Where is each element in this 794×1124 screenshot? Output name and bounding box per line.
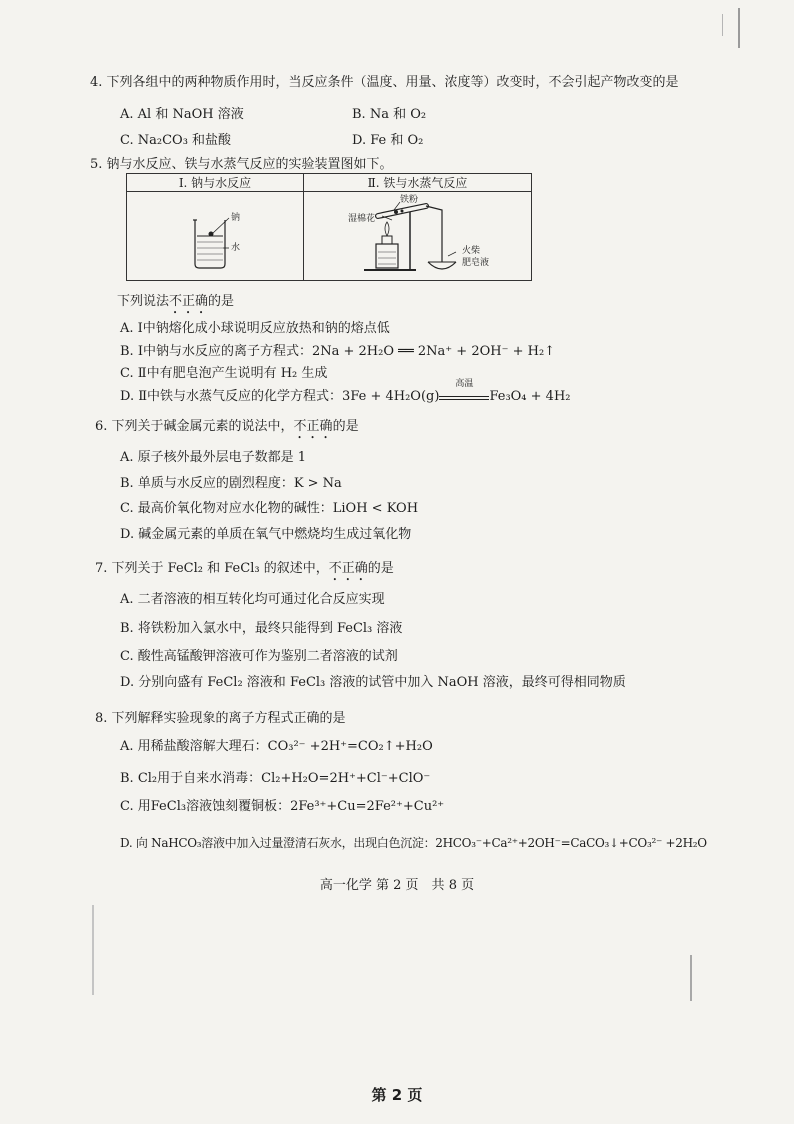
- q5-ask-post: 的是: [208, 294, 235, 309]
- q4-option-b: B. Na 和 O₂: [352, 107, 427, 122]
- page-number-label: 第 2 页: [371, 1086, 423, 1104]
- q5-table-head-2: Ⅱ. 铁与水蒸气反应: [304, 174, 532, 192]
- q5-option-d-equals: [439, 396, 489, 400]
- q7-option-b: B. 将铁粉加入氯水中，最终只能得到 FeCl₃ 溶液: [120, 621, 403, 636]
- q5-ask-pre: 下列说法: [117, 294, 170, 309]
- q4-option-d: D. Fe 和 O₂: [352, 133, 424, 148]
- q5-cell-sodium-water: [127, 192, 304, 281]
- scan-mark-top-right-2: [722, 14, 723, 36]
- q5-option-d-pre: D. Ⅱ中铁与水蒸气反应的化学方程式：3Fe + 4H₂O(g): [120, 389, 440, 404]
- q7-stem-pre: 7. 下列关于 FeCl₂ 和 FeCl₃ 的叙述中，: [95, 561, 329, 576]
- q5-option-d-post: Fe₃O₄ + 4H₂: [489, 389, 571, 404]
- scan-mark-right: [690, 955, 692, 1001]
- q7-option-c: C. 酸性高锰酸钾溶液可作为鉴别二者溶液的试剂: [120, 649, 398, 664]
- q8-option-b: B. Cl₂用于自来水消毒：Cl₂+H₂O=2H⁺+Cl⁻+ClO⁻: [120, 771, 431, 786]
- q5-apparatus-table: [126, 173, 532, 281]
- q5-option-b: B. Ⅰ中钠与水反应的离子方程式：2Na + 2H₂O ══ 2Na⁺ + 2OH⁻ + H₂↑: [120, 344, 556, 359]
- label-soap-solution: 肥皂液: [462, 258, 490, 268]
- q4-option-c: C. Na₂CO₃ 和盐酸: [120, 133, 232, 148]
- label-sodium: 钠: [231, 213, 241, 223]
- q7-option-d: D. 分别向盛有 FeCl₂ 溶液和 FeCl₃ 溶液的试管中加入 NaOH 溶液，最终可得相同物质: [120, 675, 626, 690]
- label-iron-powder: 铁粉: [400, 195, 419, 205]
- q5-option-d-condition: 高温: [455, 379, 474, 389]
- scan-mark-left: [92, 905, 94, 995]
- q4-stem: 4. 下列各组中的两种物质作用时，当反应条件（温度、用量、浓度等）改变时，不会引起产物改变的是: [90, 75, 679, 90]
- q5-ask: [117, 293, 234, 317]
- q6-stem: [95, 418, 359, 442]
- q7-option-a: A. 二者溶液的相互转化均可通过化合反应实现: [120, 592, 385, 607]
- q6-stem-post: 的是: [332, 419, 359, 434]
- q8-option-a: A. 用稀盐酸溶解大理石：CO₃²⁻ +2H⁺=CO₂↑+H₂O: [120, 739, 433, 754]
- q5-option-d: [120, 379, 571, 406]
- q6-option-c: C. 最高价氧化物对应水化物的碱性：LiOH < KOH: [120, 501, 419, 516]
- q8-stem: 8. 下列解释实验现象的离子方程式正确的是: [95, 711, 346, 726]
- q4-option-a: A. Al 和 NaOH 溶液: [120, 107, 244, 122]
- q6-option-a: A. 原子核外最外层电子数都是 1: [120, 450, 307, 465]
- q5-ask-emphasis: 不正确: [169, 294, 209, 309]
- q5-option-d-arrow: [439, 379, 489, 400]
- q5-cell-iron-steam: [304, 192, 532, 281]
- beaker-illustration: [127, 192, 303, 280]
- scan-mark-top-right: [738, 8, 740, 48]
- q5-option-a: A. Ⅰ中钠熔化成小球说明反应放热和钠的熔点低: [120, 321, 390, 336]
- q6-stem-pre: 6. 下列关于碱金属元素的说法中，: [95, 419, 294, 434]
- q7-stem-post: 的是: [367, 561, 394, 576]
- q5-stem: 5. 钠与水反应、铁与水蒸气反应的实验装置图如下。: [90, 157, 393, 172]
- q7-stem-emphasis: 不正确: [328, 561, 368, 576]
- label-match: 火柴: [462, 246, 481, 256]
- label-wet-cotton: 湿棉花: [348, 214, 376, 224]
- iron-steam-apparatus-illustration: [304, 192, 534, 280]
- q8-option-c: C. 用FeCl₃溶液蚀刻覆铜板：2Fe³⁺+Cu=2Fe²⁺+Cu²⁺: [120, 799, 445, 814]
- q7-stem: [95, 560, 394, 584]
- q6-stem-emphasis: 不正确: [293, 419, 333, 434]
- q5-table-head-1: Ⅰ. 钠与水反应: [127, 174, 304, 192]
- q6-option-d: D. 碱金属元素的单质在氧气中燃烧均生成过氧化物: [120, 527, 412, 542]
- q6-option-b: B. 单质与水反应的剧烈程度：K > Na: [120, 476, 342, 491]
- label-water: 水: [231, 243, 241, 253]
- q8-option-d: D. 向 NaHCO₃溶液中加入过量澄清石灰水，出现白色沉淀：2HCO₃⁻+Ca²⁺+2OH⁻=CaCO₃↓+CO₃²⁻ +2H₂O: [120, 836, 707, 850]
- page-footer: 高一化学 第 2 页 共 8 页: [319, 878, 475, 893]
- q5-option-c: C. Ⅱ中有肥皂泡产生说明有 H₂ 生成: [120, 366, 328, 381]
